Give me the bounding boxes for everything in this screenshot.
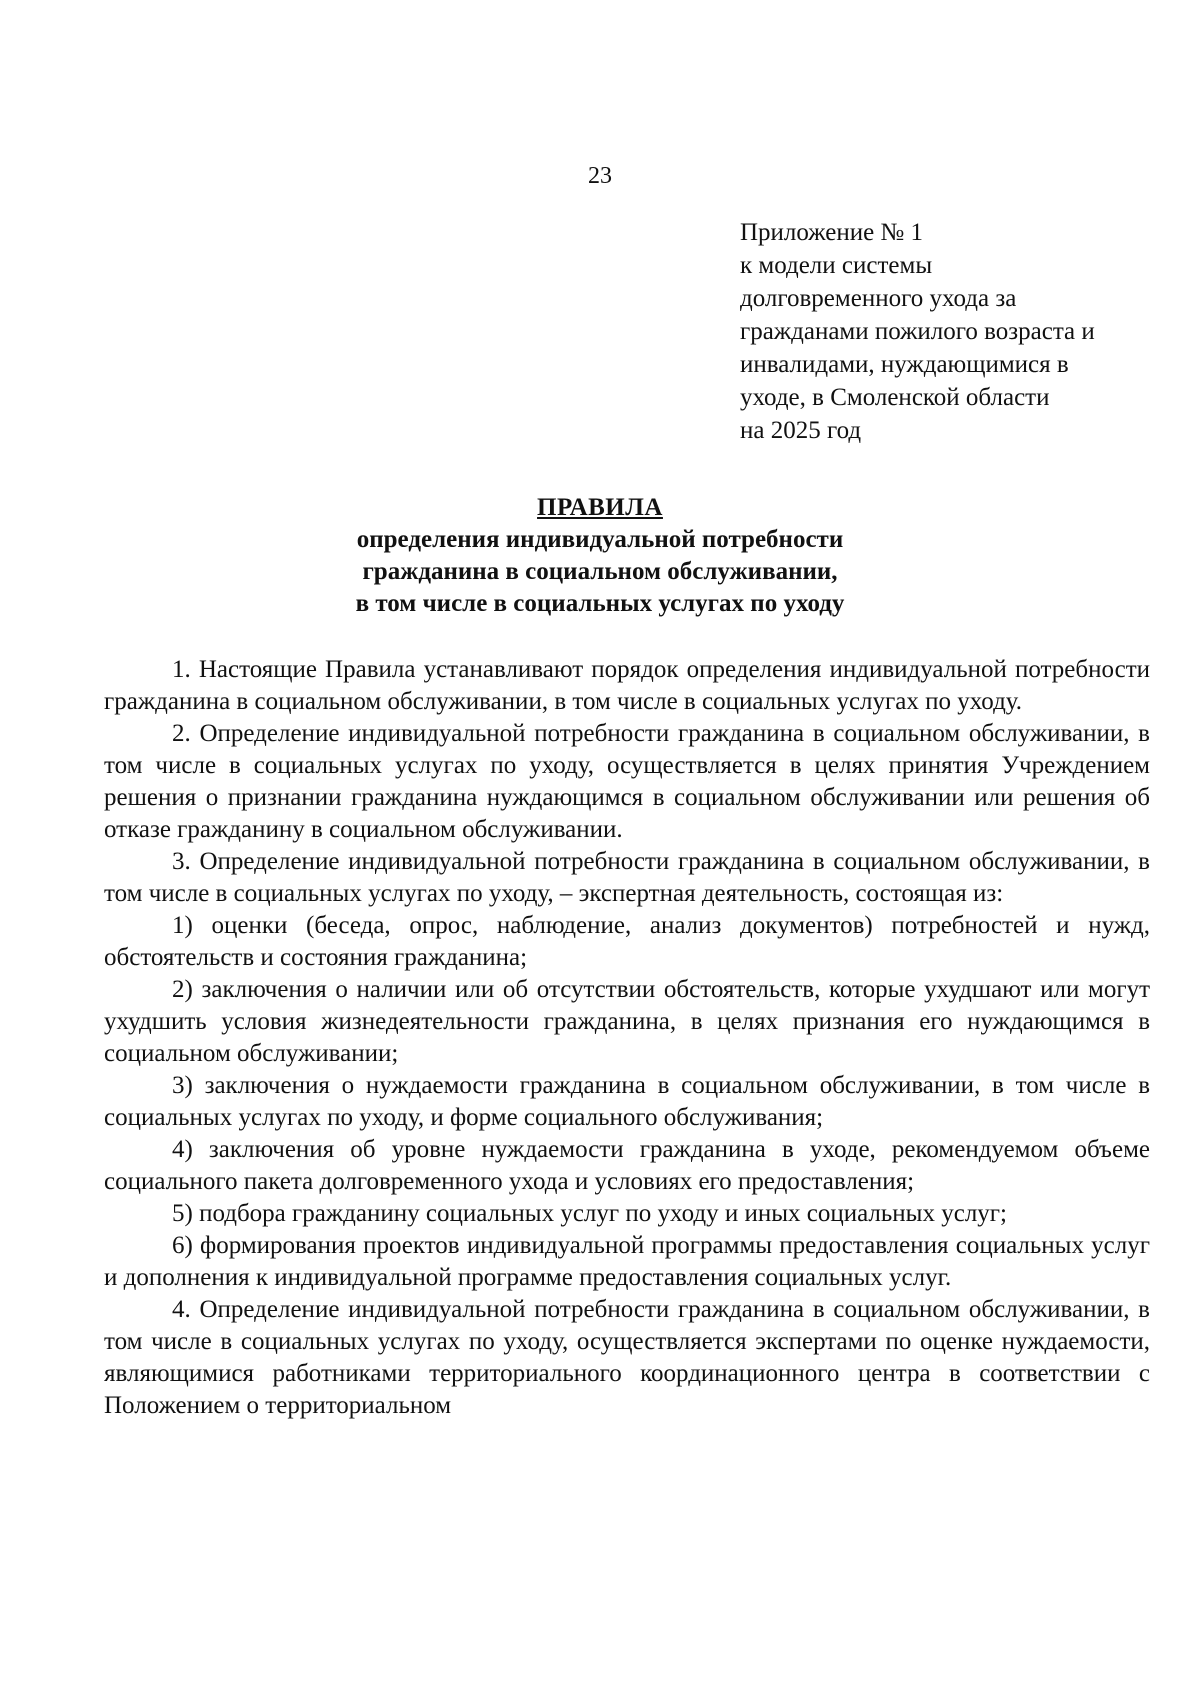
list-item-2: 2) заключения о наличии или об отсутствии обстоятельств, которые ухудшают или могут ухудшить условия жизнедеятельности гражданина, в целях признания его нуждающимся в социальном обслуживании;	[104, 976, 1150, 1067]
list-item-5: 5) подбора гражданину социальных услуг по уходу и иных социальных услуг;	[172, 1200, 1007, 1227]
document-title	[0, 492, 1200, 620]
title-subtitle-line: в том числе в социальных услугах по уходу	[355, 590, 845, 617]
list-item-4: 4) заключения об уровне нуждаемости гражданина в уходе, рекомендуемом объеме социального пакета долговременного ухода и условиях его предоставления;	[104, 1136, 1150, 1195]
appendix-line: Приложение № 1	[740, 219, 924, 246]
list-item-3: 3) заключения о нуждаемости гражданина в социальном обслуживании, в том числе в социальных услугах по уходу, и форме социального обслуживания;	[104, 1072, 1150, 1131]
paragraph-1: 1. Настоящие Правила устанавливают порядок определения индивидуальной потребности гражданина в социальном обслуживании, в том числе в социальных услугах по уходу.	[104, 656, 1150, 715]
appendix-line: гражданами пожилого возраста и	[740, 318, 1095, 345]
paragraph-2: 2. Определение индивидуальной потребности гражданина в социальном обслуживании, в том числе в социальных услугах по уходу, осуществляется в целях принятия Учреждением решения о признании гражданина нуждающимся в социальном обслуживании или решения об отказе гражданину в социальном обслуживании.	[104, 720, 1150, 843]
title-main: ПРАВИЛА	[537, 494, 663, 521]
page-number: 23	[588, 163, 612, 189]
paragraph-3: 3. Определение индивидуальной потребности гражданина в социальном обслуживании, в том числе в социальных услугах по уходу, – экспертная деятельность, состоящая из:	[104, 848, 1150, 907]
appendix-line: инвалидами, нуждающимися в	[740, 351, 1069, 378]
title-subtitle-line: определения индивидуальной потребности	[356, 526, 844, 553]
paragraph-4: 4. Определение индивидуальной потребности гражданина в социальном обслуживании, в том числе в социальных услугах по уходу, осуществляется экспертами по оценке нуждаемости, являющимися работниками территориального координационного центра в соответствии с Положением о территориальном	[104, 1296, 1150, 1419]
appendix-line: на 2025 год	[740, 417, 862, 444]
title-subtitle-line: гражданина в социальном обслуживании,	[362, 558, 838, 585]
list-item-1: 1) оценки (беседа, опрос, наблюдение, анализ документов) потребностей и нужд, обстоятельств и состояния гражданина;	[104, 912, 1150, 971]
document-body	[104, 654, 1150, 1422]
appendix-line: долговременного ухода за	[740, 285, 1017, 312]
appendix-note	[740, 216, 1170, 447]
list-item-6: 6) формирования проектов индивидуальной программы предоставления социальных услуг и дополнения к индивидуальной программе предоставления социальных услуг.	[104, 1232, 1150, 1291]
appendix-line: уходе, в Смоленской области	[740, 384, 1050, 411]
appendix-line: к модели системы	[740, 252, 933, 279]
